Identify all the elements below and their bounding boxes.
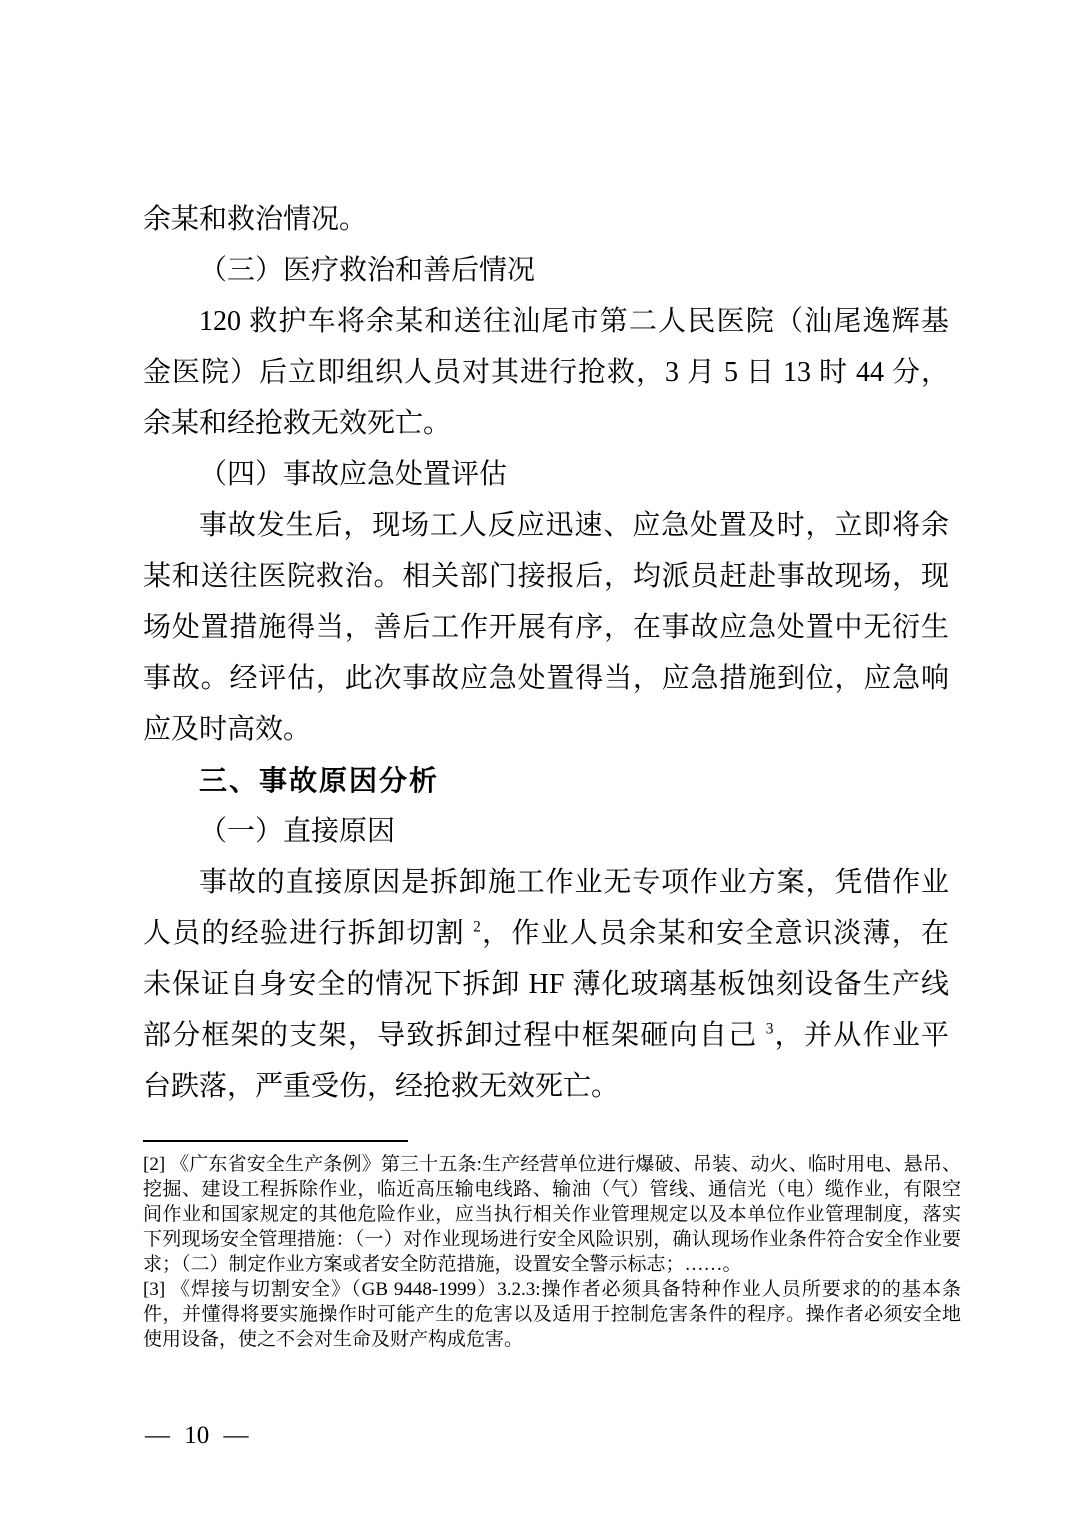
body-line xyxy=(143,602,949,653)
text-segment: （一）直接原因 xyxy=(199,816,396,847)
text-segment: 部分框架的支架，导致拆卸过程中框架砸向自己 xyxy=(143,1020,766,1051)
text-segment: [3] 《焊接与切割安全》（GB 9448-1999）3.2.3:操作者必须具备特种作业人员所要求的的基本条 xyxy=(143,1279,961,1300)
text-segment: ，并从作业平 xyxy=(773,1020,949,1051)
text-segment: 某和送往医院救治。相关部门接报后，均派员赶赴事故现场，现 xyxy=(143,561,949,592)
text-segment: 间作业和国家规定的其他危险作业，应当执行相关作业管理规定以及本单位作业管理制度，落实 xyxy=(143,1204,961,1225)
footnote-line xyxy=(143,1152,961,1177)
body-line xyxy=(143,194,949,245)
text-segment: 未保证自身安全的情况下拆卸 HF 薄化玻璃基板蚀刻设备生产线 xyxy=(143,969,949,1000)
text-segment: 人员的经验进行拆卸切割 xyxy=(143,918,474,949)
text-segment: 事故的直接原因是拆卸施工作业无专项作业方案，凭借作业 xyxy=(199,867,949,898)
main-text xyxy=(143,194,949,1112)
body-line xyxy=(143,1010,949,1061)
footnote-line xyxy=(143,1277,961,1302)
body-line xyxy=(143,1061,949,1112)
section-heading xyxy=(143,755,949,806)
text-segment: （三）医疗救治和善后情况 xyxy=(199,255,536,286)
body-line xyxy=(143,551,949,602)
footnote-line xyxy=(143,1177,961,1202)
footnote-line xyxy=(143,1202,961,1227)
body-line xyxy=(143,500,949,551)
text-segment: 挖掘、建设工程拆除作业，临近高压输电线路、输油（气）管线、通信光（电）缆作业，有限空 xyxy=(143,1179,961,1200)
body-line xyxy=(143,653,949,704)
text-segment: 余某和经抢救无效死亡。 xyxy=(143,408,452,439)
body-line xyxy=(143,296,949,347)
text-segment: 台跌落，严重受伤，经抢救无效死亡。 xyxy=(143,1071,620,1102)
page-number: — 10 — xyxy=(145,1422,249,1449)
body-line xyxy=(143,398,949,449)
text-segment: [2] 《广东省安全生产条例》第三十五条:生产经营单位进行爆破、吊装、动火、临时用电、悬吊、 xyxy=(143,1154,961,1175)
text-segment: 金医院）后立即组织人员对其进行抢救，3 月 5 日 13 时 44 分， xyxy=(143,357,949,388)
body-line xyxy=(143,704,949,755)
text-segment: 120 救护车将余某和送往汕尾市第二人民医院（汕尾逸辉基 xyxy=(199,306,949,337)
body-line xyxy=(143,347,949,398)
footnote-line xyxy=(143,1252,961,1277)
text-segment: 应及时高效。 xyxy=(143,714,312,745)
footnotes-section xyxy=(143,1152,961,1352)
text-segment: 场处置措施得当，善后工作开展有序，在事故应急处置中无衍生 xyxy=(143,612,949,643)
text-segment: 三、事故原因分析 xyxy=(199,765,440,796)
footnote-separator xyxy=(143,1140,408,1142)
text-segment: 件，并懂得将要实施操作时可能产生的危害以及适用于控制危害条件的程序。操作者必须安全地 xyxy=(143,1304,961,1325)
body-line xyxy=(143,908,949,959)
body-line xyxy=(143,449,949,500)
footnote-reference: 2 xyxy=(473,918,481,936)
text-segment: （四）事故应急处置评估 xyxy=(199,459,508,490)
text-segment: 使用设备，使之不会对生命及财产构成危害。 xyxy=(143,1329,524,1350)
body-line xyxy=(143,857,949,908)
text-segment: ，作业人员余某和安全意识淡薄，在 xyxy=(480,918,949,949)
text-segment: 余某和救治情况。 xyxy=(143,204,368,235)
footnote-line xyxy=(143,1227,961,1252)
footnote-line xyxy=(143,1302,961,1327)
footnote-line xyxy=(143,1327,961,1352)
text-segment: 事故。经评估，此次事故应急处置得当，应急措施到位，应急响 xyxy=(143,663,949,694)
body-line xyxy=(143,959,949,1010)
text-segment: 事故发生后，现场工人反应迅速、应急处置及时，立即将余 xyxy=(199,510,949,541)
footnote-reference: 3 xyxy=(765,1020,774,1038)
text-segment: 求；（二）制定作业方案或者安全防范措施，设置安全警示标志；……。 xyxy=(143,1254,742,1275)
body-line xyxy=(143,245,949,296)
body-line xyxy=(143,806,949,857)
text-segment: 下列现场安全管理措施：（一）对作业现场进行安全风险识别，确认现场作业条件符合安全作业要 xyxy=(143,1229,961,1250)
